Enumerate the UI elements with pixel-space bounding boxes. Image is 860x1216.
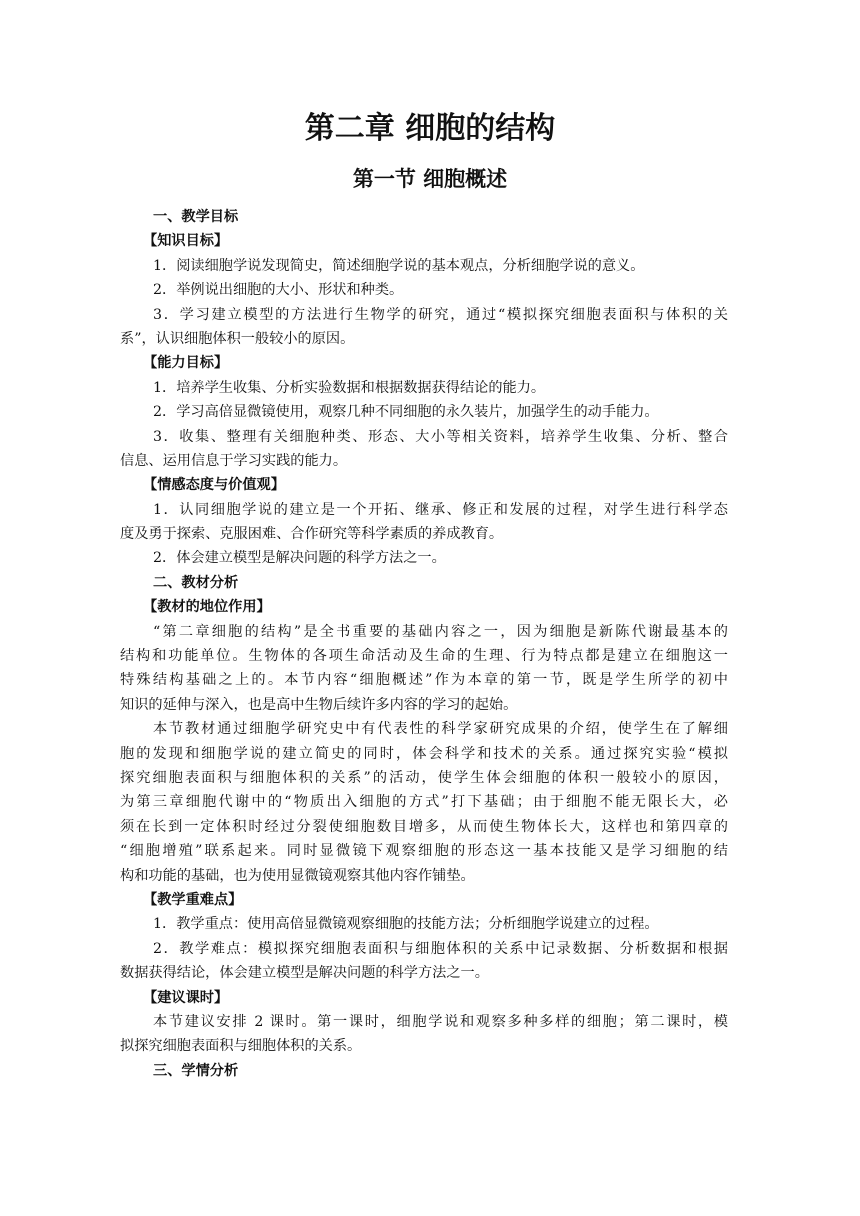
- body-text-line: 3．收集、整理有关细胞种类、形态、大小等相关资料，培养学生收集、分析、整合: [153, 428, 728, 445]
- body-text-line: 1．培养学生收集、分析实验数据和根据数据获得结论的能力。: [153, 379, 546, 396]
- section-heading: 三、学情分析: [153, 1062, 239, 1079]
- body-text-line: 构和功能的基础，也为使用显微镜观察其他内容作铺垫。: [120, 867, 475, 884]
- section-title: 第一节 细胞概述: [352, 167, 508, 191]
- subsection-heading: 【知识目标】: [143, 233, 229, 250]
- body-text-line: 系”，认识细胞体积一般较小的原因。: [120, 330, 355, 347]
- section-heading: 一、教学目标: [153, 209, 239, 225]
- body-text-line: 探究细胞表面积与细胞体积的关系”的活动，使学生体会细胞的体积一般较小的原因，: [120, 769, 728, 786]
- body-text-line: 本节建议安排 2 课时。第一课时，细胞学说和观察多种多样的细胞；第二课时，模: [153, 1013, 728, 1030]
- body-text-line: “第二章细胞的结构”是全书重要的基础内容之一，因为细胞是新陈代谢最基本的: [153, 623, 728, 640]
- body-text-line: 胞的发现和细胞学说的建立简史的同时，体会科学和技术的关系。通过探究实验“模拟: [120, 745, 728, 762]
- section-heading: 二、教材分析: [153, 574, 239, 591]
- body-text-line: 1．阅读细胞学说发现简史，简述细胞学说的基本观点，分析细胞学说的意义。: [153, 257, 645, 274]
- body-text-line: 信息、运用信息于学习实践的能力。: [120, 452, 348, 469]
- body-text-line: 度及勇于探索、克服困难、合作研究等科学素质的养成教育。: [120, 526, 504, 543]
- subsection-heading: 【教材的地位作用】: [143, 599, 271, 616]
- body-text-line: 2．举例说出细胞的大小、形状和种类。: [153, 282, 404, 299]
- subsection-heading: 【能力目标】: [143, 355, 229, 372]
- body-text-line: 知识的延伸与深入，也是高中生物后续许多内容的学习的起始。: [120, 696, 518, 713]
- body-text-line: 为第三章细胞代谢中的“物质出入细胞的方式”打下基础；由于细胞不能无限长大，必: [120, 794, 728, 811]
- body-text-line: 1．认同细胞学说的建立是一个开拓、继承、修正和发展的过程，对学生进行科学态: [153, 501, 728, 518]
- body-text-line: 拟探究细胞表面积与细胞体积的关系。: [120, 1038, 362, 1055]
- body-text-line: 2．体会建立模型是解决问题的科学方法之一。: [153, 550, 446, 567]
- body-text-line: 须在长到一定体积时经过分裂使细胞数目增多，从而使生物体长大，这样也和第四章的: [120, 818, 728, 835]
- subsection-heading: 【建议课时】: [143, 989, 229, 1006]
- body-text-line: 2．学习高倍显微镜使用，观察几种不同细胞的永久装片，加强学生的动手能力。: [153, 404, 659, 421]
- body-text-line: “细胞增殖”联系起来。同时显微镜下观察细胞的形态这一基本技能又是学习细胞的结: [120, 843, 728, 860]
- document-body: [120, 205, 728, 1083]
- subsection-heading: 【情感态度与价值观】: [143, 477, 285, 494]
- body-text-line: 数据获得结论，体会建立模型是解决问题的科学方法之一。: [120, 965, 489, 982]
- body-text-line: 3．学习建立模型的方法进行生物学的研究，通过“模拟探究细胞表面积与体积的关: [153, 306, 728, 323]
- body-text-line: 2．教学难点：模拟探究细胞表面积与细胞体积的关系中记录数据、分析数据和根据: [153, 940, 728, 957]
- chapter-title: 第二章 细胞的结构: [304, 111, 556, 146]
- body-text-line: 特殊结构基础之上的。本节内容“细胞概述”作为本章的第一节，既是学生所学的初中: [120, 672, 728, 689]
- body-text-line: 本节教材通过细胞学研究史中有代表性的科学家研究成果的介绍，使学生在了解细: [153, 721, 728, 738]
- body-text-line: 结构和功能单位。生物体的各项生命活动及生命的生理、行为特点都是建立在细胞这一: [120, 648, 728, 665]
- body-text-line: 1．教学重点：使用高倍显微镜观察细胞的技能方法；分析细胞学说建立的过程。: [153, 916, 659, 933]
- subsection-heading: 【教学重难点】: [143, 891, 243, 908]
